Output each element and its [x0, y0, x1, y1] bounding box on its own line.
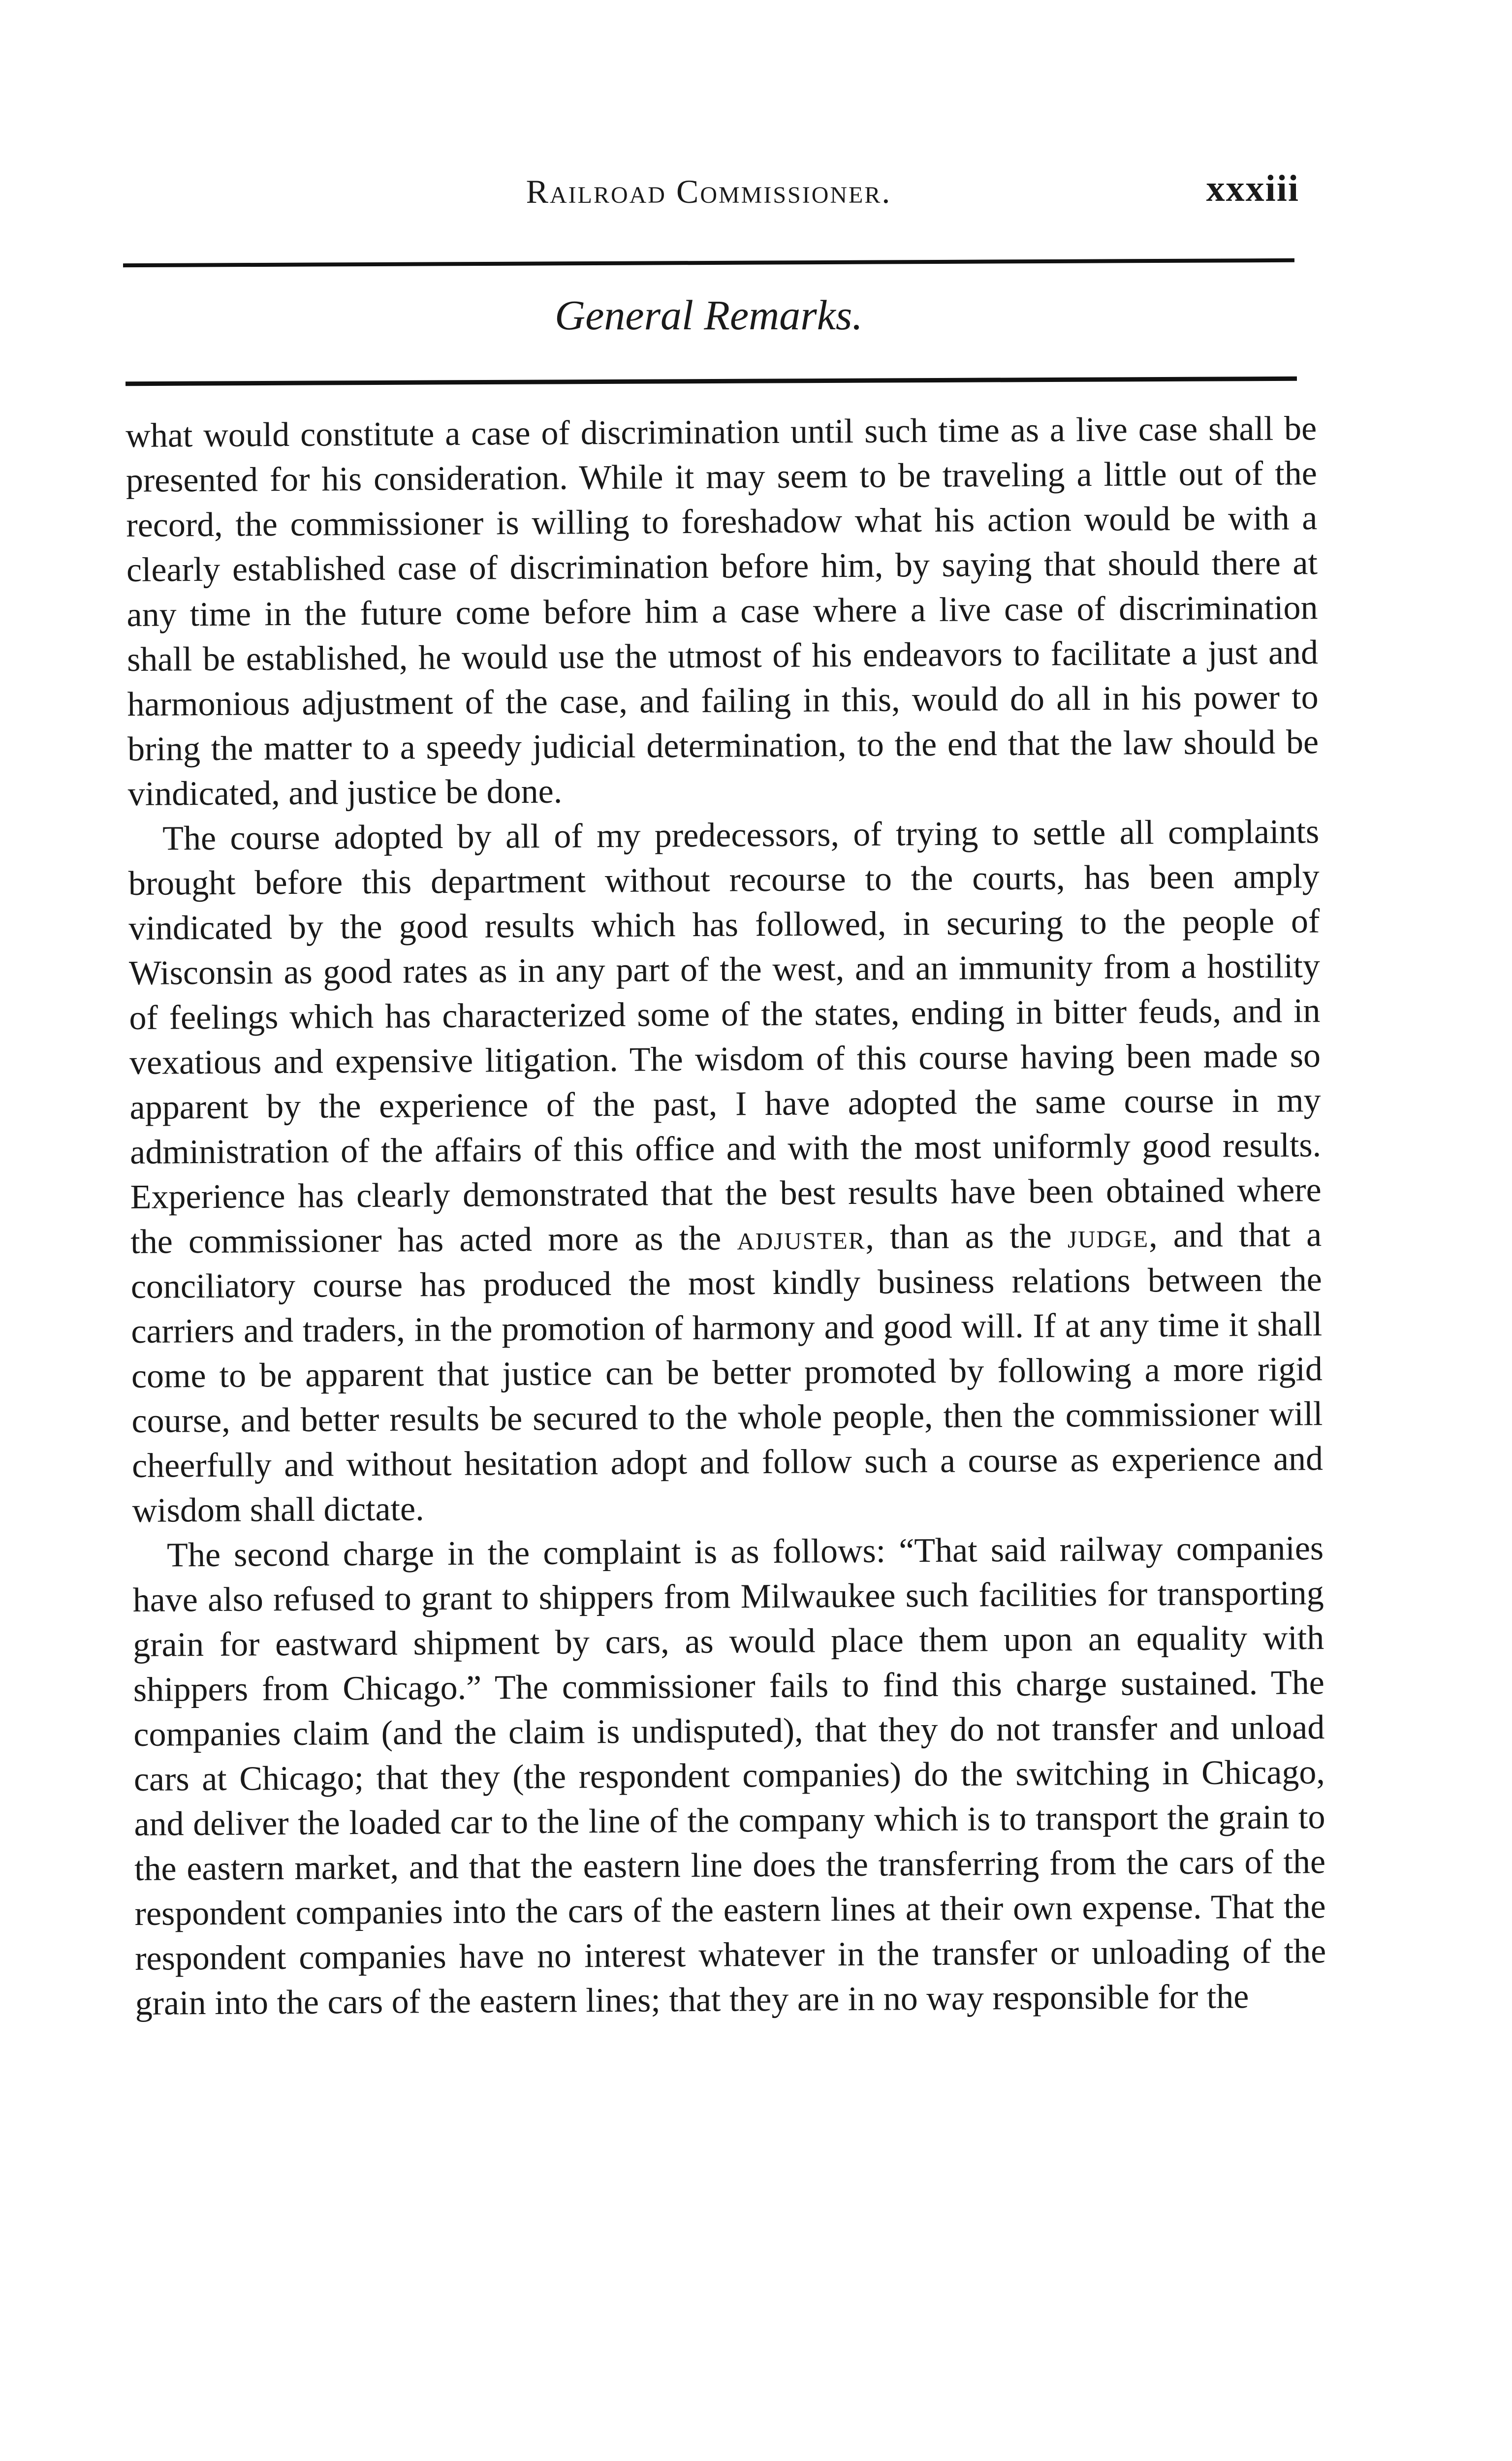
- paragraph-2-text-a: The course adopted by all of my predecessors, of trying to settle all complaints brought before this department without recourse to the courts, has been amply vindicated by the good results which has followed, in securing to the people of Wisconsin as good rates as in any part of the west, and an immunity from a hostility of feelings which has characterized some of the states, ending in bitter feuds, and in vexatious and expensive litigation. The wisdom of this course having been made so apparent by the experience of the past, I have adopted the same course in my administration of the affairs of this office and with the most uniformly good results. Experience has clearly demonstrated that the best results have been obtained where the commissioner has acted more as the: [128, 813, 1322, 1261]
- paragraph-2: [128, 809, 1323, 1533]
- section-title: General Remarks.: [555, 291, 863, 339]
- paragraph-2-text-c: , and that a conciliatory course has produced the most kindly business relations between the carriers and traders, in the promotion of harmony and good will. If at any time it shall come to be apparent that justice can be better promoted by following a more rigid course, and better results be secured to the whole people, then the commissioner will cheerfully and without hesitation adopt and follow such a course as experience and wisdom shall dictate.: [130, 1216, 1323, 1530]
- paragraph-3: The second charge in the complaint is as follows: “That said railway companies have also refused to grant to shippers from Milwaukee such facilities for transporting grain for eastward shipment by cars, as would place them upon an equality with shippers from Chicago.” The commissioner fails to find this charge sustained. The companies claim (and the claim is undisputed), that they do not transfer and unload cars at Chicago; that they (the respondent companies) do the switching in Chicago, and deliver the loaded car to the line of the company which is to transport the grain to the eastern market, and that the eastern line does the transferring from the cars of the respondent companies into the cars of the eastern lines at their own expense. That the respondent companies have no interest whatever in the transfer or unloading of the grain into the cars of the eastern lines; that they are in no way responsible for the: [132, 1529, 1326, 2022]
- term-judge: judge: [1067, 1217, 1149, 1256]
- running-header: [118, 167, 1299, 221]
- page-number: xxxiii: [1206, 168, 1299, 209]
- term-adjuster: adjuster: [737, 1218, 866, 1258]
- paragraph-2-text-b: , than as the: [865, 1217, 1068, 1257]
- bottom-rule-divider: [126, 377, 1297, 386]
- paragraph-1: what would constitute a case of discrimination until such time as a live case shall be presented for his consideration. While it may seem to be traveling a little out of the record, the commissioner is willing to foreshadow what his action would be with a clearly established case of discrimination before him, by saying that should there at any time in the future come before him a case where a live case of discrimination shall be established, he would use the utmost of his endeavors to facilitate a just and harmonious adjustment of the case, and failing in this, would do all in his power to bring the matter to a speedy judicial determination, to the end that the law should be vindicated, and justice be done.: [126, 410, 1319, 813]
- running-title: Railroad Commissioner.: [526, 173, 892, 210]
- body-text: [126, 406, 1326, 2026]
- top-rule-divider: [123, 258, 1294, 267]
